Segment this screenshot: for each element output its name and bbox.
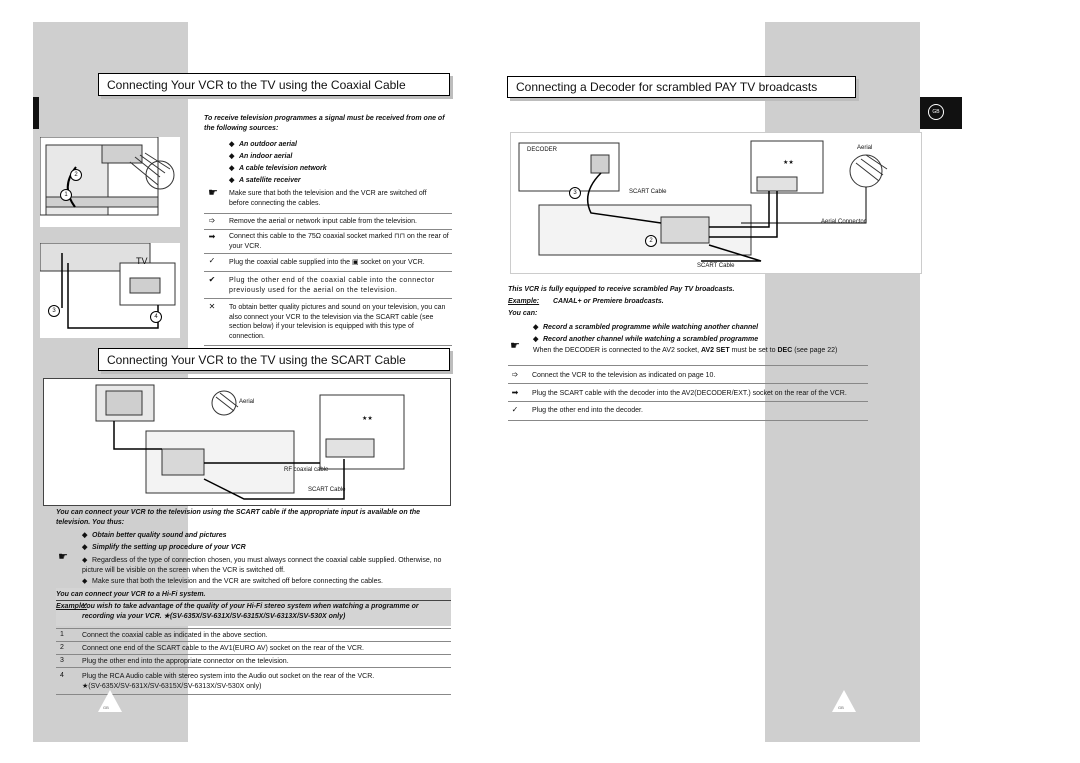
diamond-icon: ◆ <box>229 153 235 160</box>
note-mid: must be set to <box>729 347 778 354</box>
decoder-step-2: Plug the SCART cable with the decoder into the AV2(DECODER/EXT.) socket on the rear of the VCR. <box>532 390 847 397</box>
pointing-hand-icon: ☛ <box>58 551 68 563</box>
decoder-option-2 <box>533 335 758 344</box>
coax-step-1: Remove the aerial or network input cable from the television. <box>229 218 417 225</box>
vcr-aerial-illustration <box>40 137 180 227</box>
numbered-step-4: Plug the RCA Audio cable with stereo system into the Audio out socket on the rear of the VCR. <box>82 673 375 680</box>
coax-source-1 <box>229 140 297 149</box>
example-label-text: Example: <box>56 603 88 610</box>
coax-note: Make sure that both the television and the VCR are switched off before connecting the cables. <box>229 190 427 207</box>
left-black-tab <box>33 97 39 129</box>
gb-badge-text: GB <box>932 109 940 115</box>
tv-label: TV <box>136 256 148 266</box>
decoder-option-1 <box>533 323 758 332</box>
gb-badge-icon <box>928 104 944 120</box>
scart-title-text: Connecting Your VCR to the TV using the SCART Cable <box>107 352 406 367</box>
decoder-label: DECODER <box>527 147 558 153</box>
scart-aerial-label: Aerial <box>239 399 255 405</box>
coax-source-2 <box>229 152 292 161</box>
hifi-heading: You can connect your VCR to a Hi-Fi system. <box>56 591 206 598</box>
scart-note-text: Regardless of the type of connection chosen, you must always connect the coaxial cable supplied. Otherwise, no picture will be visible on the screen when the VCR is switched off. <box>82 557 442 574</box>
diamond-icon: ◆ <box>533 336 539 343</box>
step-number-3: 3 <box>60 657 64 664</box>
decoder-aerial-label: Aerial <box>857 145 873 151</box>
scart-benefit-2 <box>82 543 246 552</box>
decoder-connection-illustration <box>511 133 921 273</box>
scart-benefit-label: Simplify the setting up procedure of your VCR <box>92 544 246 551</box>
numbered-step-4-models: ★(SV-635X/SV-631X/SV-6315X/SV-6313X/SV-530X only) <box>82 683 262 690</box>
coax-step-5: To obtain better quality pictures and sound on your television, you can also connect your VCR to the television via the SCART cable (see section below) if your television is equipped with this type of connection. <box>229 304 446 340</box>
decoder-step-1-icon: ➩ <box>511 370 519 379</box>
decoder-step-2-icon: ➡ <box>511 388 519 397</box>
right-margin-panel <box>765 22 920 742</box>
coax-title <box>98 73 450 96</box>
step-3-icon: ✓ <box>208 256 216 265</box>
scart-cable-label: SCART Cable <box>308 487 346 493</box>
right-page-mark-text: GB <box>838 705 844 710</box>
numbered-step-3: Plug the other end into the appropriate connector on the television. <box>82 658 289 665</box>
tv-vcr-illustration <box>40 243 180 338</box>
scart-benefit-1 <box>82 531 227 540</box>
coax-intro: To receive television programmes a signal must be received from one of the following sources: <box>204 115 445 132</box>
decoder-example-label <box>508 297 539 307</box>
scart-connection-illustration <box>44 379 450 505</box>
callout-3-icon: 3 <box>569 187 581 199</box>
scart-note-text: Make sure that both the television and the VCR are switched off before connecting the cables. <box>92 578 383 585</box>
rf-cable-label: RF coaxial cable <box>284 467 329 473</box>
scart-cable-1-label: SCART Cable <box>629 189 667 195</box>
decoder-example-text: CANAL+ or Premiere broadcasts. <box>553 298 664 305</box>
decoder-note <box>533 346 913 356</box>
callout-3-icon: 3 <box>48 305 60 317</box>
decoder-step-1: Connect the VCR to the television as indicated on page 10. <box>532 372 716 379</box>
step-1-icon: ➩ <box>208 216 216 225</box>
callout-2-icon: 2 <box>70 169 82 181</box>
scart-diagram <box>43 378 451 506</box>
decoder-you-can: You can: <box>508 310 538 317</box>
decoder-step-3: Plug the other end into the decoder. <box>532 407 643 414</box>
pointing-hand-icon: ☛ <box>510 340 520 352</box>
decoder-tv-mark: ★★ <box>783 160 794 166</box>
vcr-rear-diagram <box>40 137 180 227</box>
coax-source-label: A cable television network <box>239 165 327 172</box>
callout-2-icon: 2 <box>645 235 657 247</box>
numbered-step-2: Connect one end of the SCART cable to the AV1(EURO AV) socket on the rear of the VCR. <box>82 645 364 652</box>
decoder-diagram <box>510 132 922 274</box>
scart-note-2 <box>82 577 452 587</box>
coax-source-label: An indoor aerial <box>239 153 293 160</box>
decoder-option-label: Record a scrambled programme while watching another channel <box>543 324 759 331</box>
scart-cable-2-label: SCART Cable <box>697 263 735 269</box>
pointing-hand-icon: ☛ <box>208 187 218 199</box>
right-page-marker <box>832 690 856 712</box>
note-av2-set: AV2 SET <box>700 347 730 354</box>
scart-title <box>98 348 450 371</box>
diamond-icon: ◆ <box>82 557 88 564</box>
diamond-icon: ◆ <box>229 177 235 184</box>
coax-step-2: Connect this cable to the 75Ω coaxial socket marked ⊓⊓ on the rear of your VCR. <box>229 233 449 250</box>
diamond-icon: ◆ <box>229 165 235 172</box>
note-prefix: When the DECODER is connected to the AV2 socket, <box>533 347 701 354</box>
step-number-1: 1 <box>60 631 64 638</box>
step-4-icon: ✔ <box>208 275 216 284</box>
decoder-option-label: Record another channel while watching a scrambled programme <box>543 336 759 343</box>
coax-title-text: Connecting Your VCR to the TV using the Coaxial Cable <box>107 77 406 92</box>
diamond-icon: ◆ <box>533 324 539 331</box>
decoder-step-3-icon: ✓ <box>511 405 519 414</box>
coax-source-4 <box>229 176 301 185</box>
left-page-mark-text: GB <box>103 705 109 710</box>
diamond-icon: ◆ <box>82 544 88 551</box>
diamond-icon: ◆ <box>82 578 88 585</box>
callout-1-icon: 1 <box>60 189 72 201</box>
scart-tv-mark: ★★ <box>362 416 373 422</box>
example-label-text: Example: <box>508 298 540 305</box>
numbered-step-1: Connect the coaxial cable as indicated in the above section. <box>82 632 268 639</box>
decoder-intro: This VCR is fully equipped to receive scrambled Pay TV broadcasts. <box>508 286 735 293</box>
decoder-title-text: Connecting a Decoder for scrambled PAY TV broadcasts <box>516 80 818 94</box>
hifi-example-text: You wish to take advantage of the quality of your Hi-Fi stereo system when watching a programme or recording via your VCR. ★(SV-635X/SV-631X/SV-6315X/SV-6313X/SV-530X only) <box>82 603 419 620</box>
coax-source-label: An outdoor aerial <box>239 141 297 148</box>
callout-4-icon: 4 <box>150 311 162 323</box>
scart-note-1 <box>82 556 452 575</box>
diamond-icon: ◆ <box>229 141 235 148</box>
step-2-icon: ➡ <box>208 232 216 241</box>
diamond-icon: ◆ <box>82 532 88 539</box>
coax-step-3: Plug the coaxial cable supplied into the ▣ socket on your VCR. <box>229 259 425 266</box>
decoder-title <box>507 76 856 98</box>
scart-intro: You can connect your VCR to the television using the SCART cable if the appropriate input is available on the television. You thus: <box>56 509 421 526</box>
note-suffix: (see page 22) <box>792 347 838 354</box>
step-number-2: 2 <box>60 644 64 651</box>
coax-source-3 <box>229 164 327 173</box>
aerial-connector-label: Aerial Connector <box>821 219 866 225</box>
scart-benefit-label: Obtain better quality sound and pictures <box>92 532 227 539</box>
coax-step-4: Plug the other end of the coaxial cable into the connector previously used for the aerial on the television. <box>229 277 435 294</box>
coax-source-label: A satellite receiver <box>239 177 301 184</box>
step-number-4: 4 <box>60 672 64 679</box>
step-5-icon: ✕ <box>208 302 216 311</box>
note-dec: DEC <box>777 347 793 354</box>
tv-connection-diagram <box>40 243 180 338</box>
left-page-marker <box>98 690 122 712</box>
